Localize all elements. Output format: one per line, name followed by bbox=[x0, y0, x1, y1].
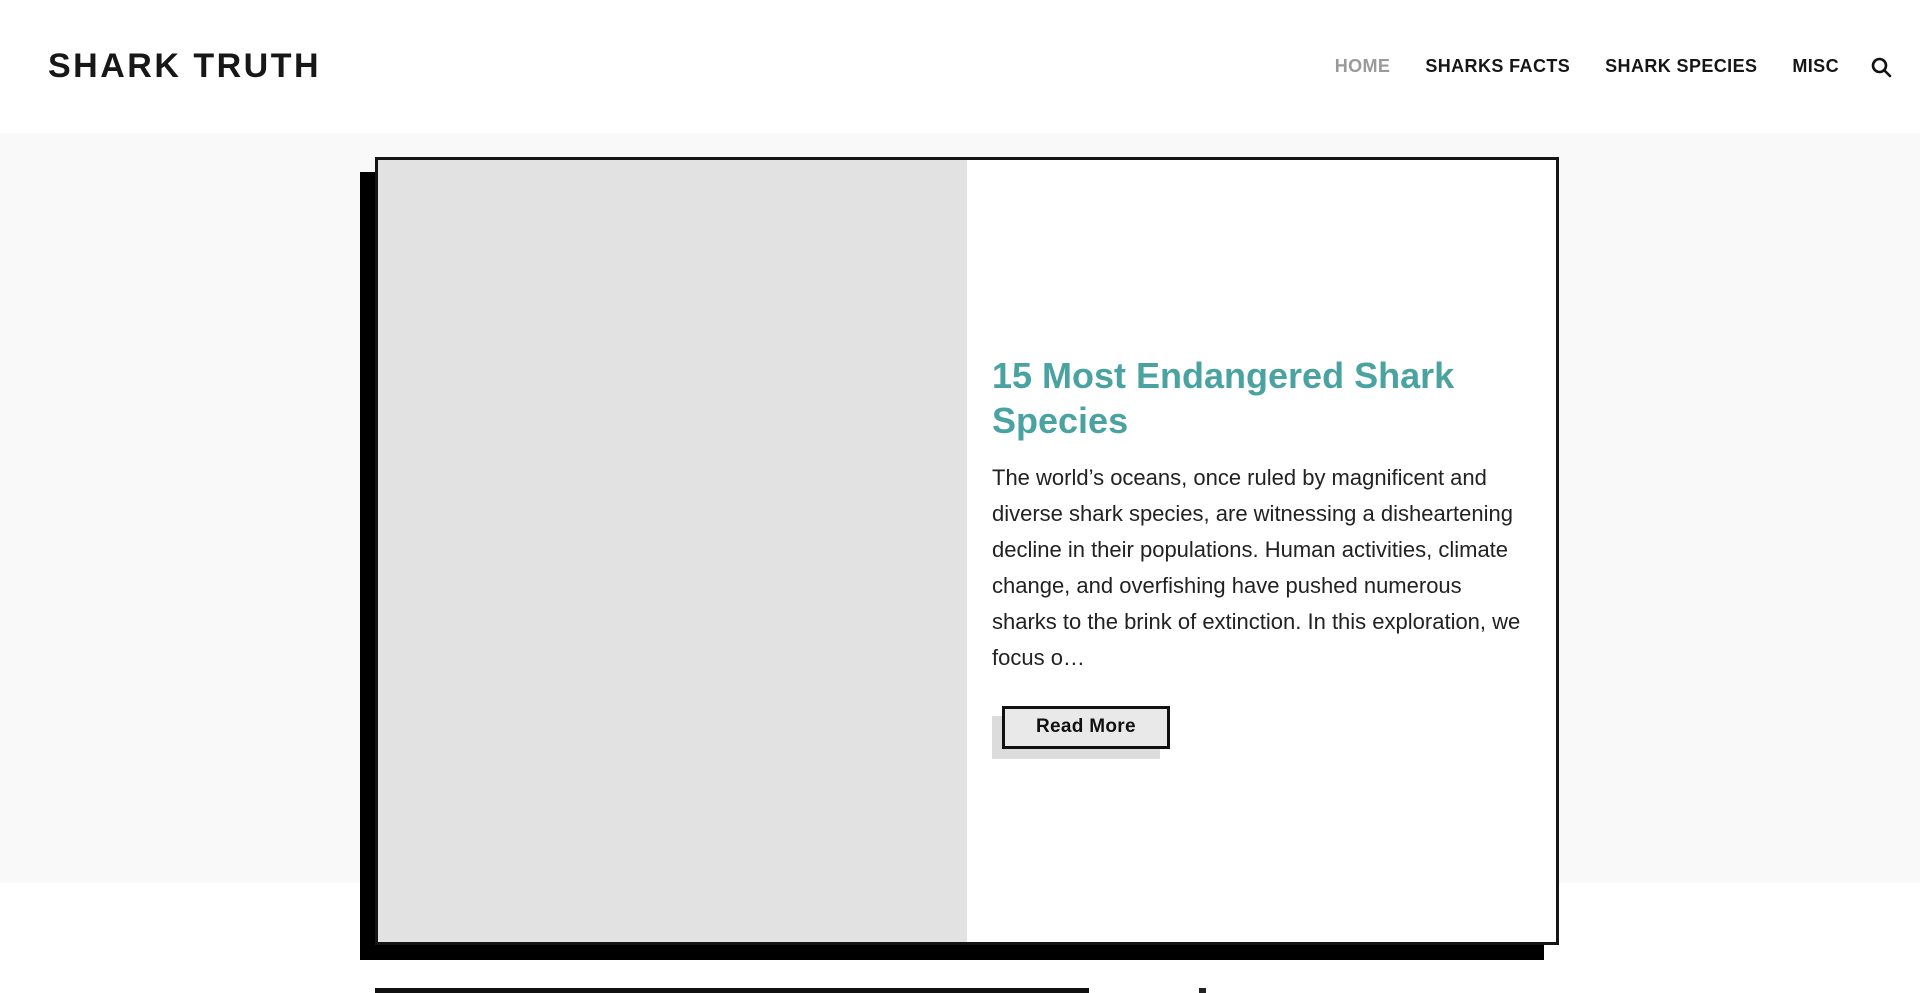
read-more-button[interactable]: Read More bbox=[1002, 706, 1170, 749]
post-title-link[interactable]: 15 Most Endangered Shark Species bbox=[992, 355, 1455, 441]
site-logo[interactable]: SHARK TRUTH bbox=[48, 47, 322, 85]
site-header bbox=[0, 0, 1920, 133]
main-nav bbox=[1335, 54, 1894, 80]
search-icon[interactable] bbox=[1868, 54, 1894, 80]
post-body bbox=[967, 160, 1556, 942]
next-post-content-peek bbox=[1199, 988, 1206, 993]
magnifying-glass-icon bbox=[1870, 56, 1892, 78]
post-image-placeholder[interactable] bbox=[378, 160, 967, 942]
nav-item-misc[interactable]: MISC bbox=[1792, 56, 1839, 76]
nav-item-sharks-facts[interactable]: SHARKS FACTS bbox=[1425, 56, 1571, 76]
nav-item-shark-species[interactable]: SHARK SPECIES bbox=[1605, 56, 1758, 76]
next-post-card-top-border bbox=[375, 988, 1089, 993]
post-excerpt: The world’s oceans, once ruled by magnificent and diverse shark species, are witnessing a disheartening decline in their populations. Human activities, climate change, and overfishing have pushed numerous sharks to the brink of extinction. In this exploration, we focus o… bbox=[992, 465, 1521, 670]
post-card bbox=[375, 157, 1559, 945]
nav-item-home[interactable]: HOME bbox=[1334, 56, 1391, 76]
